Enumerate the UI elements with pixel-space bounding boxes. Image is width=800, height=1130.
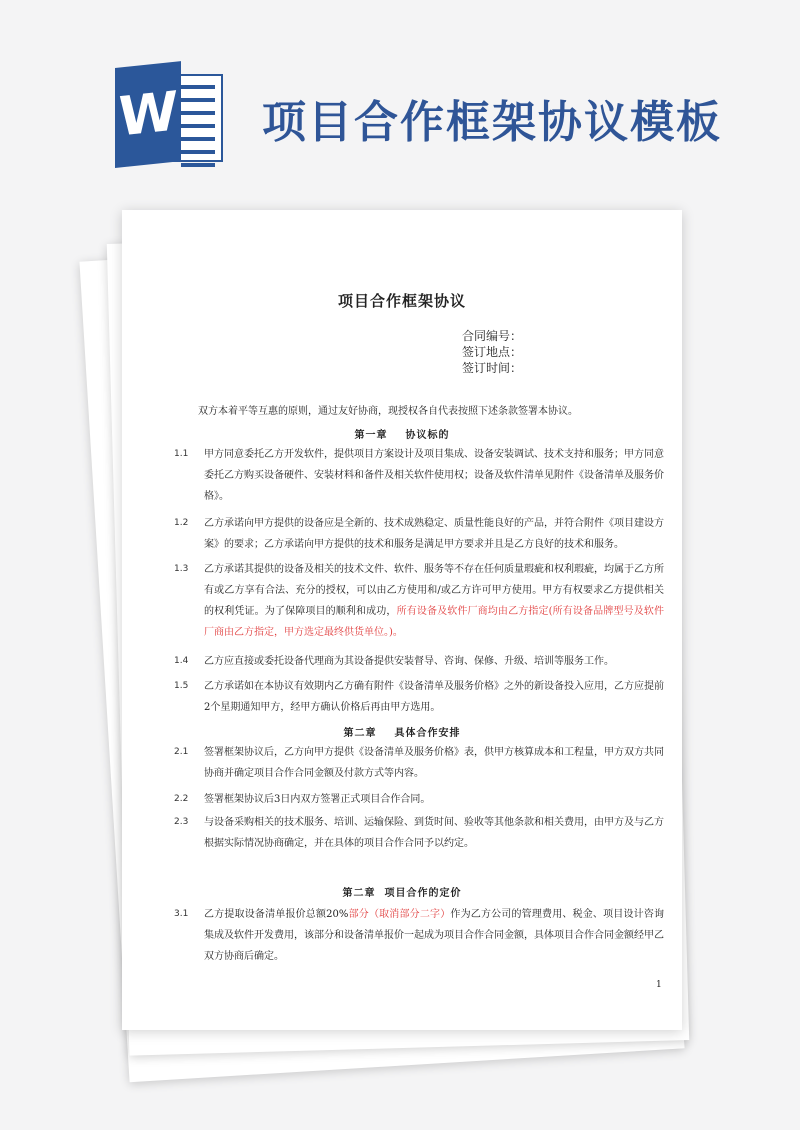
banner-title: 项目合作框架协议模板 [262, 97, 722, 148]
clause-number: 3.1 [174, 909, 189, 919]
header-banner [0, 0, 800, 200]
clause-text-highlight: 部分（取消部分二字） [348, 909, 451, 920]
clause-text [204, 559, 664, 643]
clause-number: 1.4 [174, 656, 189, 666]
chapter-title: 第二章 项目合作的定价 [342, 888, 462, 899]
page-number: 1 [656, 980, 662, 990]
clause [174, 812, 664, 854]
clause-text: 甲方同意委托乙方开发软件，提供项目方案设计及项目集成、设备安装调试、技术支持和服务；甲方同意委托乙方购买设备硬件、安装材料和备件及相关软件使用权；设备及软件清单见附件《设备清单及服务价格》。 [204, 449, 664, 502]
clause-number: 1.3 [174, 564, 189, 574]
contract-meta [462, 328, 522, 376]
clause [174, 559, 664, 643]
clause-number: 2.3 [174, 817, 189, 827]
clause [174, 742, 664, 784]
clause-text: 与设备采购相关的技术服务、培训、运输保险、到货时间、验收等其他条款和相关费用，由甲方及与乙方根据实际情况协商确定，并在具体的项目合作合同予以约定。 [204, 817, 664, 849]
clause-number: 2.1 [174, 747, 189, 757]
clause-text-highlight: 所有设备及软件厂商均由乙方指定(所有设备品牌型号及软件厂商由乙方指定，甲方选定最终供货单位。)。 [204, 606, 665, 638]
clause [174, 789, 664, 810]
clause-number: 2.2 [174, 794, 189, 804]
clause [174, 513, 664, 555]
clause-number: 1.5 [174, 681, 189, 691]
clause-text: 乙方应直接或委托设备代理商为其设备提供安装督导、咨询、保修、升级、培训等服务工作。 [204, 656, 614, 667]
clause-text: 乙方承诺向甲方提供的设备应是全新的、技术成熟稳定、质量性能良好的产品，并符合附件《项目建设方案》的要求；乙方承诺向甲方提供的技术和服务是满足甲方要求并且是乙方良好的技术和服务。 [204, 518, 664, 550]
clause-number: 1.2 [174, 518, 189, 528]
clause [174, 904, 664, 967]
chapter-title: 第一章 协议标的 [354, 430, 450, 441]
clause-text: 乙方承诺如在本协议有效期内乙方确有附件《设备清单及服务价格》之外的新设备投入应用，乙方应提前2个星期通知甲方，经甲方确认价格后再由甲方选用。 [204, 681, 664, 713]
document-page [122, 210, 682, 1030]
clause [174, 444, 664, 507]
clause-text: 签署框架协议后，乙方向甲方提供《设备清单及服务价格》表，供甲方核算成本和工程量，甲方双方共同协商并确定项目合作合同金额及付款方式等内容。 [204, 747, 664, 779]
word-document-icon [115, 68, 225, 168]
clause [174, 651, 664, 672]
clause-text [204, 904, 664, 967]
clause [174, 676, 664, 718]
clause-text-plain: 乙方承诺其提供的设备及相关的技术文件、软件、服务等不存在任何质量瑕疵和权利瑕疵，均属于乙方所有或乙方享有合法、充分的授权，可以由乙方使用和/或乙方许可甲方使用。甲方有权要求乙方提供相关的权利凭证。为了保障项目的顺利和成功， [204, 564, 664, 617]
document-title: 项目合作框架协议 [337, 292, 466, 310]
clause-text: 签署框架协议后3日内双方签署正式项目合作合同。 [204, 794, 431, 805]
signing-time-label: 签订时间： [462, 361, 523, 375]
chapter-title: 第二章 具体合作安排 [343, 728, 461, 739]
clause-text-plain: 乙方提取设备清单报价总额20% [204, 909, 349, 920]
clause-text-plain-after: 作为乙方公司的管理费用、税金、项目设计咨询集成及软件开发费用，该部分和设备清单报价一起成为项目合作合同金额，具体项目合作合同金额经甲乙双方协商后确定。 [204, 909, 665, 962]
contract-number-label: 合同编号： [462, 329, 523, 343]
intro-paragraph: 双方本着平等互惠的原则，通过友好协商，现授权各自代表按照下述条款签署本协议。 [198, 406, 578, 417]
clause-number: 1.1 [174, 449, 189, 459]
signing-place-label: 签订地点： [462, 345, 523, 359]
word-badge: W [115, 61, 181, 168]
